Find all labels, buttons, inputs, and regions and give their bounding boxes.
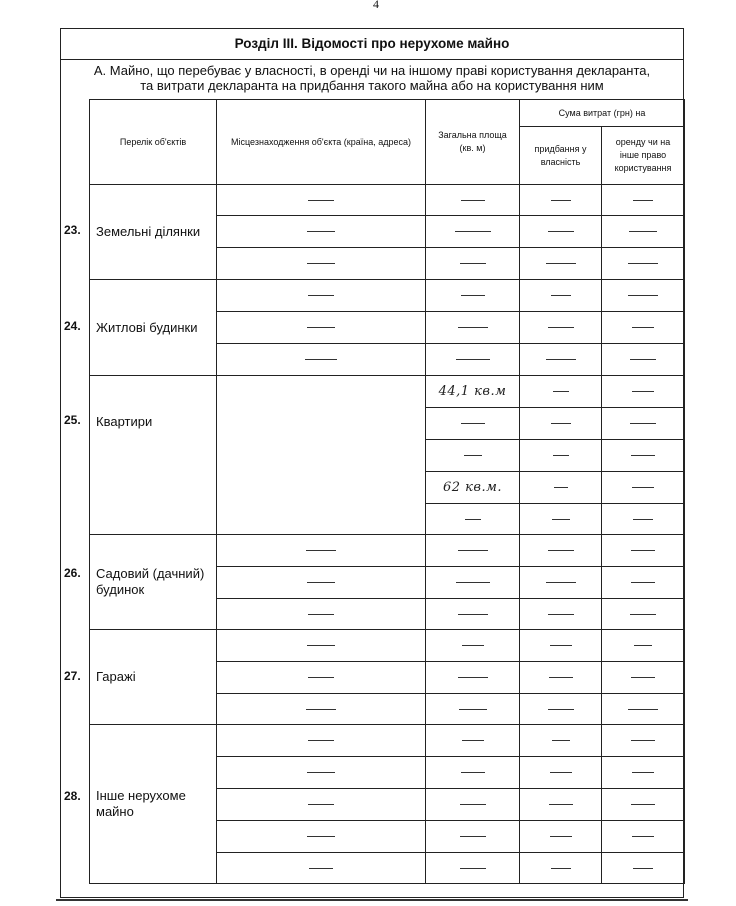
dash-mark bbox=[460, 868, 486, 869]
dash-mark bbox=[629, 231, 657, 232]
dash-mark bbox=[631, 455, 655, 456]
dash-mark bbox=[628, 295, 658, 296]
dash-mark bbox=[308, 295, 334, 296]
dash-mark bbox=[464, 455, 482, 456]
category-apartments: Квартири bbox=[90, 376, 217, 535]
dash-mark bbox=[628, 263, 658, 264]
dash-mark bbox=[634, 645, 652, 646]
row-number-24: 24. bbox=[64, 319, 81, 333]
dash-mark bbox=[551, 868, 571, 869]
dash-mark bbox=[632, 487, 654, 488]
page-number: 4 bbox=[373, 0, 379, 11]
dash-mark bbox=[465, 519, 481, 520]
dash-mark bbox=[462, 740, 484, 741]
dash-mark bbox=[631, 677, 655, 678]
dash-mark bbox=[633, 519, 653, 520]
dash-mark bbox=[551, 295, 571, 296]
row-number-27: 27. bbox=[64, 669, 81, 683]
dash-mark bbox=[632, 772, 654, 773]
dash-mark bbox=[631, 740, 655, 741]
dash-mark bbox=[307, 772, 335, 773]
subtitle-line-1: А. Майно, що перебуває у власності, в оренді чи на іншому праві користування декларанта, bbox=[93, 63, 651, 78]
dash-mark bbox=[307, 327, 335, 328]
dash-mark bbox=[632, 836, 654, 837]
bottom-border bbox=[56, 899, 688, 901]
dash-mark bbox=[307, 645, 335, 646]
header-purchase: придбання у власність bbox=[520, 127, 602, 185]
dash-mark bbox=[554, 487, 568, 488]
dash-mark bbox=[633, 200, 653, 201]
dash-mark bbox=[460, 804, 486, 805]
dash-mark bbox=[553, 391, 569, 392]
dash-mark bbox=[630, 614, 656, 615]
dash-mark bbox=[458, 614, 488, 615]
dash-mark bbox=[305, 359, 337, 360]
dash-mark bbox=[307, 231, 335, 232]
dash-mark bbox=[458, 677, 488, 678]
dash-mark bbox=[548, 327, 574, 328]
category-houses: Житлові будинки bbox=[90, 280, 217, 376]
dash-mark bbox=[631, 804, 655, 805]
dash-mark bbox=[549, 804, 573, 805]
dash-mark bbox=[308, 200, 334, 201]
header-rent: оренду чи на інше право користування bbox=[602, 127, 685, 185]
row-number-28: 28. bbox=[64, 789, 81, 803]
apartment-area-1: 44,1 кв.м bbox=[438, 384, 507, 399]
dash-mark bbox=[308, 614, 334, 615]
dash-mark bbox=[552, 519, 570, 520]
dash-mark bbox=[549, 677, 573, 678]
dash-mark bbox=[308, 677, 334, 678]
dash-mark bbox=[551, 423, 571, 424]
dash-mark bbox=[461, 423, 485, 424]
header-area: Загальна площа (кв. м) bbox=[426, 100, 520, 185]
dash-mark bbox=[633, 868, 653, 869]
dash-mark bbox=[548, 231, 574, 232]
dash-mark bbox=[546, 359, 576, 360]
header-expenses: Сума витрат (грн) на bbox=[520, 100, 685, 127]
category-other-property: Інше нерухоме майно bbox=[90, 725, 217, 884]
category-garages: Гаражі bbox=[90, 630, 217, 725]
dash-mark bbox=[308, 804, 334, 805]
dash-mark bbox=[455, 231, 491, 232]
dash-mark bbox=[456, 582, 490, 583]
dash-mark bbox=[307, 836, 335, 837]
dash-mark bbox=[461, 772, 485, 773]
dash-mark bbox=[548, 709, 574, 710]
dash-mark bbox=[462, 645, 484, 646]
dash-mark bbox=[551, 200, 571, 201]
dash-mark bbox=[460, 263, 486, 264]
dash-mark bbox=[458, 327, 488, 328]
header-objects: Перелік об'єктів bbox=[90, 100, 217, 185]
dash-mark bbox=[548, 614, 574, 615]
dash-mark bbox=[552, 740, 570, 741]
dash-mark bbox=[546, 582, 576, 583]
row-number-26: 26. bbox=[64, 566, 81, 580]
dash-mark bbox=[306, 550, 336, 551]
redacted-address bbox=[217, 376, 426, 535]
row-number-23: 23. bbox=[64, 223, 81, 237]
dash-mark bbox=[546, 263, 576, 264]
dash-mark bbox=[309, 868, 333, 869]
property-table bbox=[89, 99, 685, 884]
dash-mark bbox=[550, 645, 572, 646]
apartment-area-2: 62 кв.м. bbox=[442, 480, 503, 495]
dash-mark bbox=[308, 740, 334, 741]
dash-mark bbox=[458, 550, 488, 551]
dash-mark bbox=[459, 709, 487, 710]
dash-mark bbox=[628, 709, 658, 710]
dash-mark bbox=[553, 455, 569, 456]
dash-mark bbox=[632, 391, 654, 392]
dash-mark bbox=[631, 550, 655, 551]
dash-mark bbox=[548, 550, 574, 551]
dash-mark bbox=[631, 582, 655, 583]
dash-mark bbox=[456, 359, 490, 360]
dash-mark bbox=[306, 709, 336, 710]
dash-mark bbox=[461, 295, 485, 296]
dash-mark bbox=[630, 423, 656, 424]
dash-mark bbox=[550, 772, 572, 773]
category-summer-house: Садовий (дачний) будинок bbox=[90, 535, 217, 630]
dash-mark bbox=[550, 836, 572, 837]
dash-mark bbox=[307, 582, 335, 583]
dash-mark bbox=[632, 327, 654, 328]
subtitle bbox=[60, 63, 684, 93]
row-number-25: 25. bbox=[64, 413, 81, 427]
dash-mark bbox=[307, 263, 335, 264]
subtitle-line-2: та витрати декларанта на придбання такого майна або на користування ним bbox=[140, 78, 604, 93]
dash-mark bbox=[460, 836, 486, 837]
section-title: Розділ ІІІ. Відомості про нерухоме майно bbox=[60, 28, 684, 60]
category-land: Земельні ділянки bbox=[90, 185, 217, 280]
dash-mark bbox=[461, 200, 485, 201]
dash-mark bbox=[630, 359, 656, 360]
header-location: Місцезнаходження об'єкта (країна, адреса) bbox=[217, 100, 426, 185]
